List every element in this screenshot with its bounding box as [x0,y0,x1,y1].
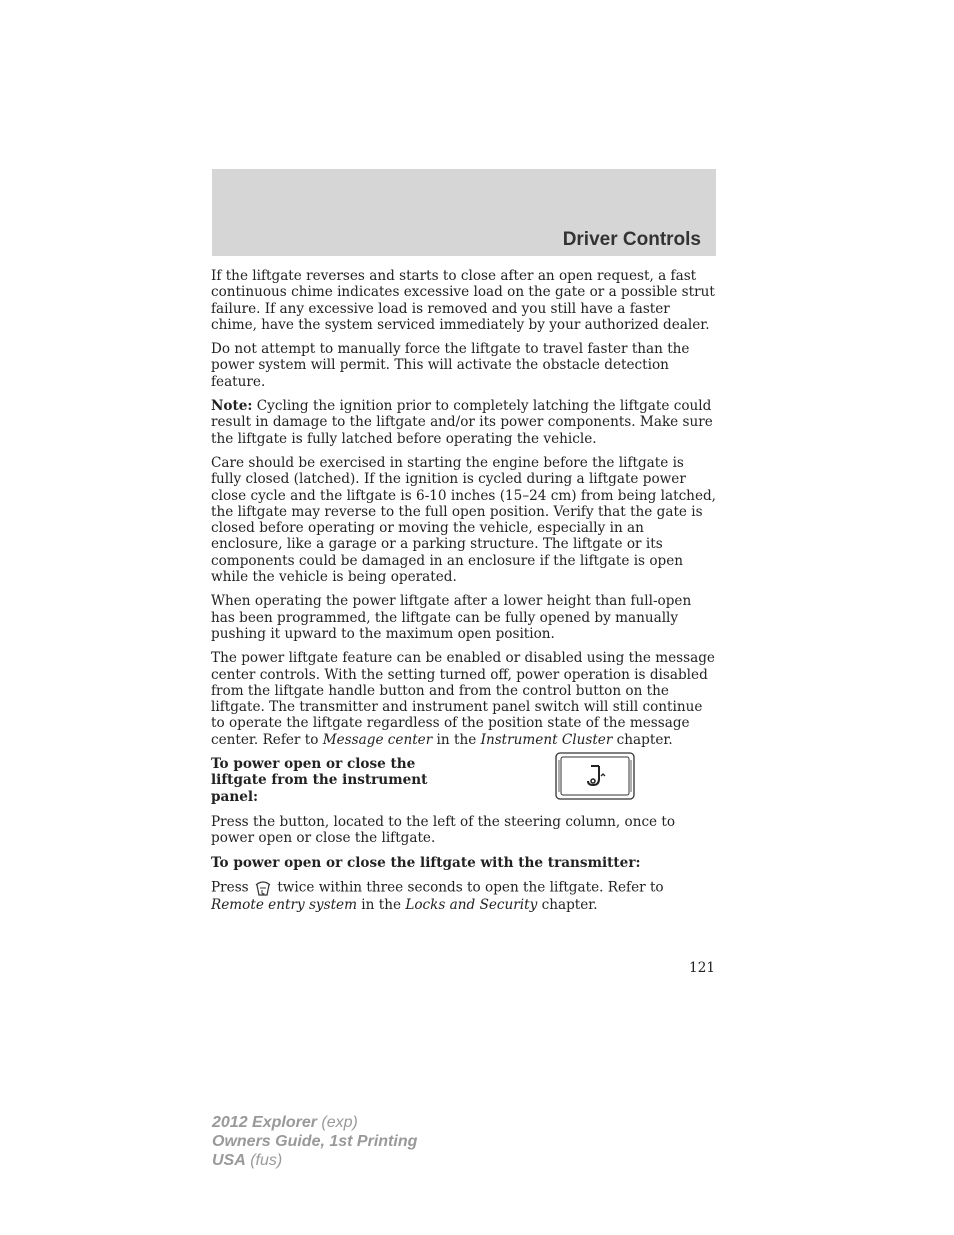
liftgate-button-icon [555,752,635,800]
footer-market-line: USA (fus) [212,1152,283,1169]
document-footer [212,1113,417,1170]
note-text: Cycling the ignition prior to completely latching the liftgate could result in damage to the liftgate and/or its power components. Make sure the liftgate is fully latched before operating the vehicle. [211,398,713,447]
paragraph-note [211,398,716,447]
footer-model-line: 2012 Explorer (exp) [212,1114,358,1131]
footer-guide-line: Owners Guide, 1st Printing [212,1133,418,1150]
page-content [211,268,716,921]
link-locks-security: Locks and Security [405,896,538,913]
liftgate-remote-icon [253,879,273,897]
section-header-band [212,169,716,256]
paragraph-press-remote: Press twice within three seconds to open the liftgate. Refer to Remote entry system in the Locks and Security chapter. [211,879,664,913]
page-number: 121 [689,960,715,976]
paragraph-message-center: The power liftgate feature can be enabled or disabled using the message center controls. With the setting turned off, power operation is disabled from the liftgate handle button and from the control button on the liftgate. The transmitter and instrument panel switch will still continue to operate the liftgate regardless of the position state of the message center. Refer to Message center in the Instrument Cluster chapter. [211,650,715,748]
link-remote-entry: Remote entry system [211,896,357,913]
link-message-center: Message center [322,731,433,748]
paragraph-care: Care should be exercised in starting the engine before the liftgate is fully closed (latched). If the ignition is cycled during a liftgate power close cycle and the liftgate is 6-10 inches (15–24 cm) from being latched, the liftgate may reverse to the full open position. Verify that the gate is closed before operating or moving the vehicle, especially in an enclosure, like a garage or a parking structure. The liftgate or its components could be damaged in an enclosure if the liftgate is open while the vehicle is being operated. [211,454,717,586]
section-title: Driver Controls [562,229,701,250]
link-instrument-cluster: Instrument Cluster [480,731,613,748]
instrument-panel-block [211,756,716,808]
paragraph-lower-height: When operating the power liftgate after a lower height than full-open has been programmed, the liftgate can be fully opened by manually pushing it upward to the maximum open position. [211,593,692,642]
paragraph-chime: If the liftgate reverses and starts to close after an open request, a fast continuous chime indicates excessive load on the gate or a possible strut failure. If any excessive load is removed and you still have a faster chime, have the system serviced immediately by your authorized dealer. [211,268,715,333]
transmitter-heading: To power open or close the liftgate with the transmitter: [211,854,641,871]
instrument-panel-heading: To power open or close the liftgate from the instrument panel: [211,756,428,805]
instrument-panel-text: Press the button, located to the left of the steering column, once to power open or close the liftgate. [211,814,676,847]
paragraph-manual-force: Do not attempt to manually force the liftgate to travel faster than the power system will permit. This will activate the obstacle detection feature. [211,341,690,390]
note-label: Note: [211,398,253,415]
